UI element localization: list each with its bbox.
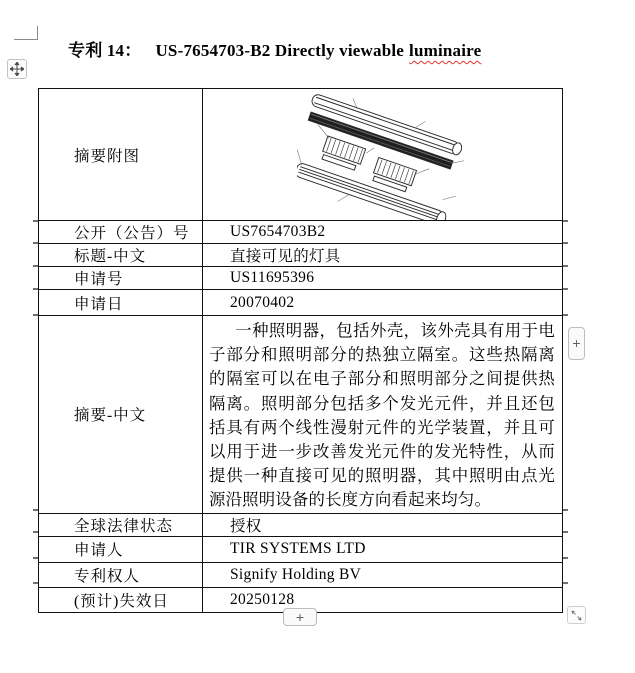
label-assignee[interactable]: 专利权人 [39, 562, 203, 587]
move-cross-icon [10, 62, 24, 76]
table-row [39, 536, 563, 562]
diagonal-resize-icon [570, 609, 583, 622]
page-title[interactable] [68, 36, 481, 61]
text-boundary-corner-mark [14, 26, 38, 40]
table-row [39, 290, 563, 316]
table-row [39, 89, 563, 221]
table-move-handle[interactable] [7, 59, 27, 79]
value-applicant[interactable]: TIR SYSTEMS LTD [203, 536, 563, 562]
title-spellcheck-word: luminaire [409, 41, 482, 60]
table-row [39, 513, 563, 536]
label-abstract-zh[interactable]: 摘要-中文 [39, 316, 203, 514]
value-expiry-date[interactable]: 20250128 [203, 587, 563, 612]
luminaire-exploded-drawing[interactable] [297, 92, 497, 220]
title-patent-number: US-7654703-B2 Directly viewable [155, 41, 405, 60]
value-publication-number[interactable]: US7654703B2 [203, 221, 563, 244]
value-application-date[interactable]: 20070402 [203, 290, 563, 316]
label-publication-number[interactable]: 公开（公告）号 [39, 221, 203, 244]
value-application-number[interactable]: US11695396 [203, 267, 563, 290]
value-legal-status[interactable]: 授权 [203, 513, 563, 536]
table-row [39, 244, 563, 267]
value-title-zh[interactable]: 直接可见的灯具 [203, 244, 563, 267]
table-row [39, 221, 563, 244]
abstract-text: 一种照明器，包括外壳，该外壳具有用于电子部分和照明部分的热独立隔室。这些热隔离的隔室可以在电子部分和照明部分之间提供热隔离。照明部分包括多个发光元件，并且还包括具有两个线性漫射元件的光学装置，并且可以用于进一步改善发光元件的发光特性，从而提供一种直接可见的照明器，其中照明由点光源沿照明设备的长度方向看起来均匀。 [209, 321, 555, 510]
label-expiry-date[interactable]: (预计)失效日 [39, 587, 203, 612]
label-application-date[interactable]: 申请日 [39, 290, 203, 316]
value-assignee[interactable]: Signify Holding BV [203, 562, 563, 587]
label-application-number[interactable]: 申请号 [39, 267, 203, 290]
title-zh-label: 专利 14： [68, 41, 142, 60]
value-abstract-zh[interactable] [203, 316, 563, 514]
label-title-zh[interactable]: 标题-中文 [39, 244, 203, 267]
table-row [39, 316, 563, 514]
table-row [39, 267, 563, 290]
label-abstract-figure[interactable]: 摘要附图 [39, 89, 203, 221]
table-row [39, 562, 563, 587]
patent-info-table [38, 88, 563, 613]
insert-column-button[interactable]: + [568, 327, 585, 360]
value-abstract-figure[interactable] [203, 89, 563, 221]
insert-row-button[interactable]: + [283, 608, 317, 626]
label-legal-status[interactable]: 全球法律状态 [39, 513, 203, 536]
label-applicant[interactable]: 申请人 [39, 536, 203, 562]
table-resize-handle[interactable] [567, 606, 586, 624]
